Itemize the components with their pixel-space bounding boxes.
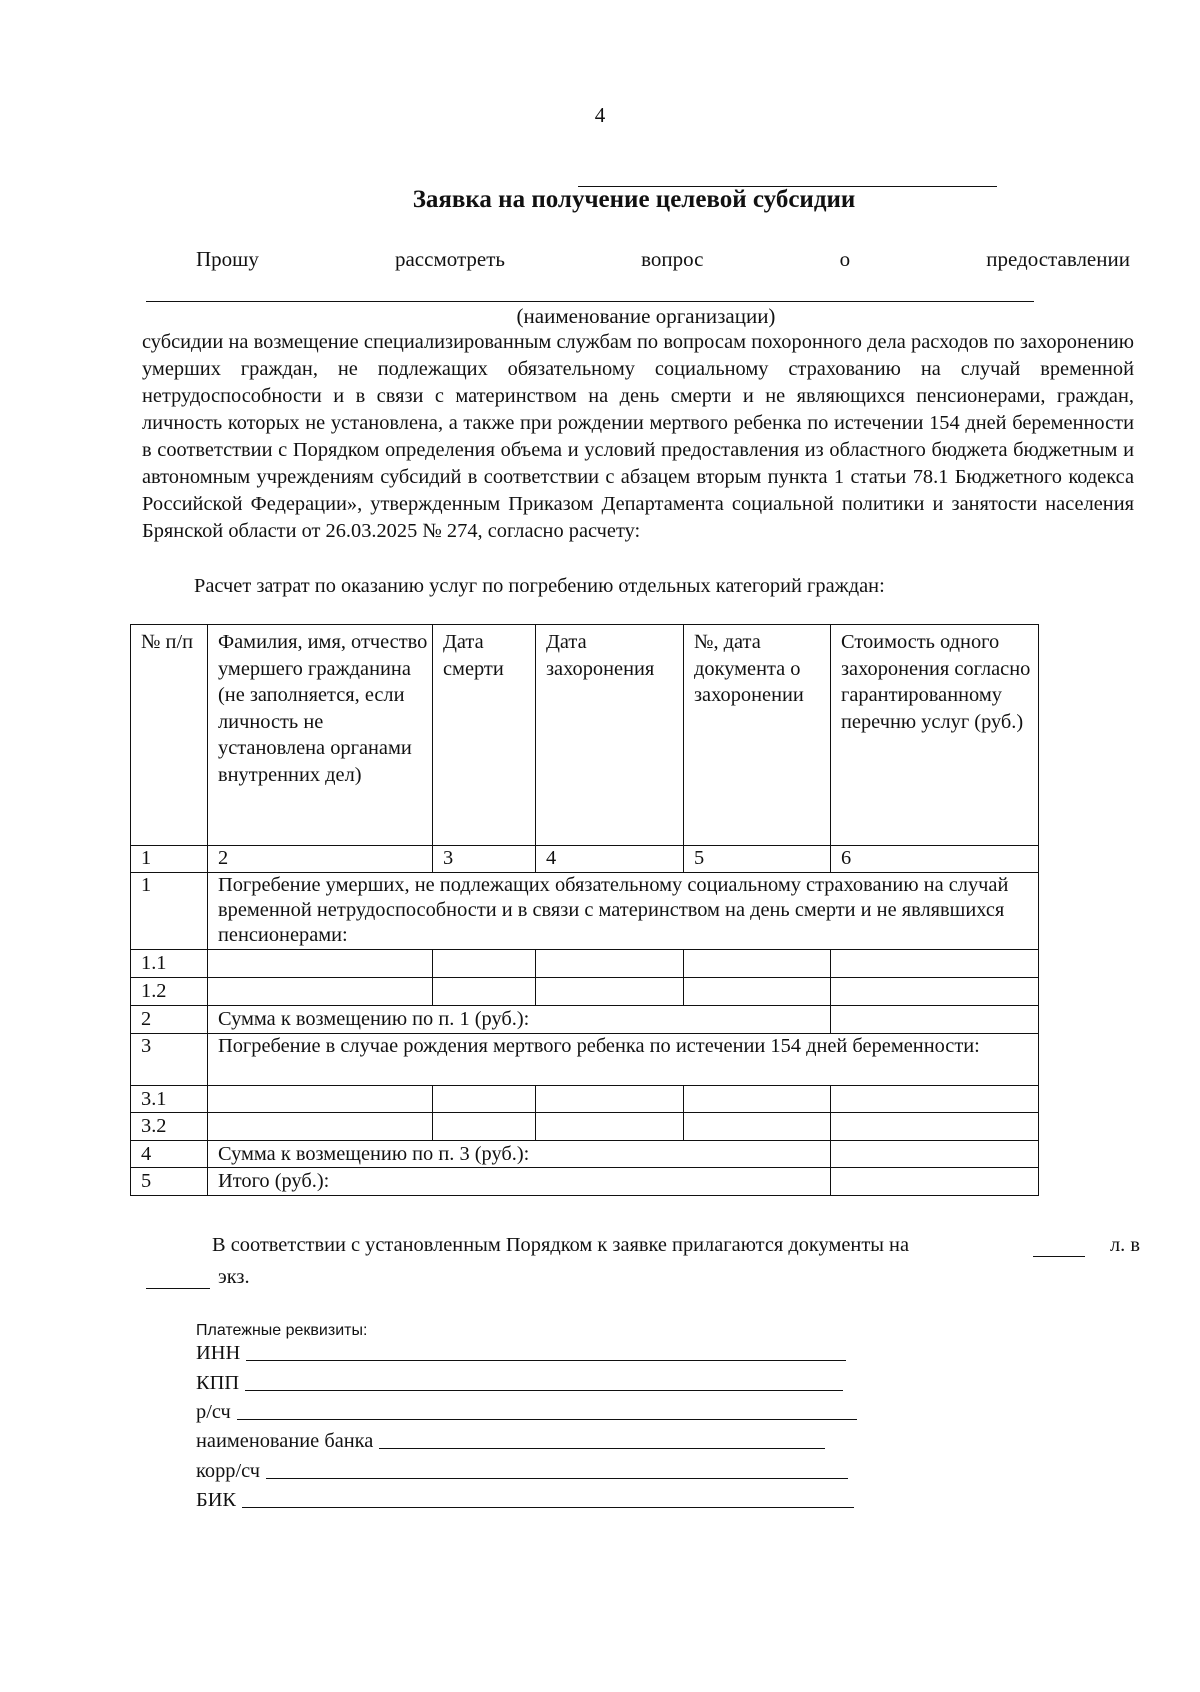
table-cell[interactable] bbox=[684, 1113, 831, 1141]
payment-label: наименование банка bbox=[196, 1430, 374, 1452]
column-number: 2 bbox=[208, 846, 433, 873]
total-label: Итого (руб.): bbox=[208, 1168, 831, 1196]
table-cell[interactable] bbox=[831, 1113, 1039, 1141]
row-number: 3.2 bbox=[131, 1113, 208, 1141]
table-cell[interactable] bbox=[684, 950, 831, 978]
organization-name-field[interactable] bbox=[146, 301, 1034, 302]
request-word: предоставлении bbox=[986, 247, 1130, 271]
section-heading: Погребение в случае рождения мертвого ребенка по истечении 154 дней беременности: bbox=[208, 1033, 1039, 1085]
request-word: о bbox=[839, 247, 851, 271]
row-number: 5 bbox=[131, 1168, 208, 1196]
attachments-text: В соответствии с установленным Порядком к заявке прилагаются документы на bbox=[212, 1234, 910, 1256]
table-cell[interactable] bbox=[536, 978, 684, 1006]
bank-name-field[interactable] bbox=[379, 1448, 825, 1449]
table-row bbox=[131, 873, 1039, 950]
payment-details-title: Платежные реквизиты: bbox=[196, 1322, 368, 1339]
table-row bbox=[131, 1113, 1039, 1141]
table-row bbox=[131, 1168, 1039, 1196]
table-row bbox=[131, 1085, 1039, 1113]
table-row bbox=[131, 978, 1039, 1006]
copies-count-field[interactable] bbox=[146, 1288, 210, 1289]
table-cell[interactable] bbox=[208, 950, 433, 978]
column-number: 6 bbox=[831, 846, 1039, 873]
table-cell[interactable] bbox=[433, 978, 536, 1006]
table-cell[interactable] bbox=[433, 950, 536, 978]
subtotal-value-cell[interactable] bbox=[831, 1140, 1039, 1168]
header-cell: № п/п bbox=[131, 625, 208, 846]
payment-label: БИК bbox=[196, 1489, 237, 1511]
table-cell[interactable] bbox=[536, 1085, 684, 1113]
calculation-table bbox=[130, 624, 1039, 1196]
column-number: 3 bbox=[433, 846, 536, 873]
column-number-row bbox=[131, 846, 1039, 873]
payment-row-kpp bbox=[196, 1372, 843, 1395]
organization-caption: (наименование организации) bbox=[516, 304, 776, 328]
header-cell: Дата смерти bbox=[433, 625, 536, 846]
inn-field[interactable] bbox=[246, 1360, 846, 1361]
row-number: 3 bbox=[131, 1033, 208, 1085]
total-value-cell[interactable] bbox=[831, 1168, 1039, 1196]
table-row bbox=[131, 1006, 1039, 1034]
table-cell[interactable] bbox=[433, 1113, 536, 1141]
table-cell[interactable] bbox=[831, 950, 1039, 978]
row-number: 2 bbox=[131, 1006, 208, 1034]
table-header-row bbox=[131, 625, 1039, 846]
table-cell[interactable] bbox=[433, 1085, 536, 1113]
page-number: 4 bbox=[594, 103, 606, 127]
subtotal-label: Сумма к возмещению по п. 3 (руб.): bbox=[208, 1140, 831, 1168]
payment-row-inn bbox=[196, 1342, 846, 1365]
header-cell: Фамилия, имя, отчество умершего гражданина (не заполняется, если личность не установлена органами внутренних дел) bbox=[208, 625, 433, 846]
row-number: 1.1 bbox=[131, 950, 208, 978]
payment-label: корр/сч bbox=[196, 1460, 261, 1482]
payment-row-bik bbox=[196, 1489, 854, 1512]
payment-row-bank bbox=[196, 1430, 825, 1453]
header-cell: №, дата документа о захоронении bbox=[684, 625, 831, 846]
payment-label: КПП bbox=[196, 1372, 240, 1394]
header-cell: Стоимость одного захоронения согласно гарантированному перечню услуг (руб.) bbox=[831, 625, 1039, 846]
bik-field[interactable] bbox=[242, 1507, 854, 1508]
sheets-unit: л. в bbox=[1110, 1234, 1140, 1256]
request-word: Прошу bbox=[196, 247, 259, 271]
request-line bbox=[196, 247, 1130, 272]
kpp-field[interactable] bbox=[245, 1390, 843, 1391]
column-number: 5 bbox=[684, 846, 831, 873]
table-cell[interactable] bbox=[536, 1113, 684, 1141]
row-number: 1.2 bbox=[131, 978, 208, 1006]
request-body-text: субсидии на возмещение специализированным службам по вопросам похоронного дела расходов по захоронению умерших граждан, не подлежащих обязательному социальному страхованию на случай временной нетрудоспособности и в связи с материнством на день смерти и не являющихся пенсионерами, граждан, личность которых не установлена, а также при рождении мертвого ребенка по истечении 154 дней беременности в соответствии с Порядком определения объема и условий предоставления из областного бюджета бюджетным и автономным учреждениям субсидий в соответствии с абзацем вторым пункта 1 статьи 78.1 Бюджетного кодекса Российской Федерации», утвержденным Приказом Департамента социальной политики и занятости населения Брянской области от 26.03.2025 № 274, согласно расчету: bbox=[142, 331, 1134, 542]
table-cell[interactable] bbox=[208, 1113, 433, 1141]
request-word: вопрос bbox=[641, 247, 704, 271]
subtotal-label: Сумма к возмещению по п. 1 (руб.): bbox=[208, 1006, 831, 1034]
payment-row-account bbox=[196, 1401, 857, 1424]
row-number: 3.1 bbox=[131, 1085, 208, 1113]
table-cell[interactable] bbox=[536, 950, 684, 978]
table-row bbox=[131, 1033, 1039, 1085]
payment-row-corr-account bbox=[196, 1460, 848, 1483]
table-cell[interactable] bbox=[831, 1085, 1039, 1113]
payment-label: р/сч bbox=[196, 1401, 231, 1423]
column-number: 1 bbox=[131, 846, 208, 873]
table-cell[interactable] bbox=[208, 1085, 433, 1113]
subtotal-value-cell[interactable] bbox=[831, 1006, 1039, 1034]
table-row bbox=[131, 950, 1039, 978]
table-cell[interactable] bbox=[208, 978, 433, 1006]
table-row bbox=[131, 1140, 1039, 1168]
column-number: 4 bbox=[536, 846, 684, 873]
row-number: 1 bbox=[131, 873, 208, 950]
sheets-count-field[interactable] bbox=[1033, 1256, 1085, 1257]
section-heading: Погребение умерших, не подлежащих обязательному социальному страхованию на случай временной нетрудоспособности и в связи с материнством на день смерти и не являвшихся пенсионерами: bbox=[208, 873, 1039, 950]
account-field[interactable] bbox=[237, 1419, 857, 1420]
payment-label: ИНН bbox=[196, 1342, 241, 1364]
corr-account-field[interactable] bbox=[266, 1478, 848, 1479]
table-cell[interactable] bbox=[684, 1085, 831, 1113]
page-title: Заявка на получение целевой субсидии bbox=[412, 186, 856, 213]
table-cell[interactable] bbox=[684, 978, 831, 1006]
table-cell[interactable] bbox=[831, 978, 1039, 1006]
copies-unit: экз. bbox=[218, 1266, 250, 1288]
request-word: рассмотреть bbox=[394, 247, 505, 271]
calculation-intro: Расчет затрат по оказанию услуг по погребению отдельных категорий граждан: bbox=[194, 575, 885, 597]
header-cell: Дата захоронения bbox=[536, 625, 684, 846]
row-number: 4 bbox=[131, 1140, 208, 1168]
